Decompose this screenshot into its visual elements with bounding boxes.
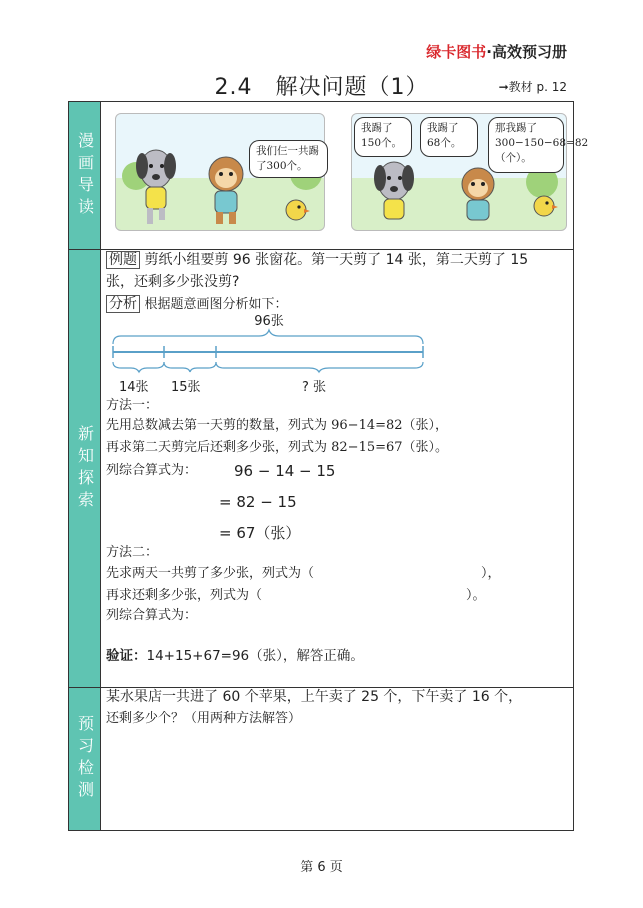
method1-title: 方法一： (106, 398, 159, 413)
method2-line-2: 再求还剩多少张，列式为（ (106, 588, 263, 603)
bar-diagram (109, 310, 429, 400)
section-label-check: 预习检测 (69, 688, 101, 830)
method2-title: 方法二： (106, 545, 159, 560)
speech-bubble: 我踢了68个。 (420, 117, 478, 157)
seg2-label: 15张 (171, 380, 201, 395)
comic-panel-2 (351, 113, 589, 231)
speech-bubble: 我们仨一共踢了300个。 (249, 140, 328, 178)
section-label-explore: 新知探索 (69, 250, 101, 687)
analysis-tag: 分析 (106, 295, 140, 313)
method1-line-1: 先用总数减去第一天剪的数量，列式为 96−14=82（张）， (106, 418, 449, 433)
analysis-line: 分析 根据题意画图分析如下： (106, 293, 287, 316)
method1-eq-1: 96 − 14 − 15 (234, 462, 336, 480)
textbook-ref: ➞教材 p. 12 (498, 80, 567, 94)
brand: 绿卡图书·高效预习册 (426, 43, 567, 61)
speech-bubble: 我踢了150个。 (354, 117, 412, 157)
speech-bubble: 那我踢了300−150−68=82（个）。 (488, 117, 564, 173)
comic-panel-1 (115, 113, 325, 231)
method1-eq-3: = 67（张） (219, 524, 301, 542)
example-tag: 例题 (106, 251, 140, 269)
check-line-2: 还剩多少个？（用两种方法解答） (106, 711, 302, 726)
section-label-comic: 漫画导读 (69, 102, 101, 249)
method2-line-1: 先求两天一共剪了多少张，列式为（ (106, 566, 315, 581)
verify-line: 验证：14+15+67=96（张），解答正确。 (106, 648, 364, 664)
method2-line-2-end: ）。 (466, 588, 486, 603)
seg3-label: ? 张 (302, 380, 327, 395)
method2-line-1-end: ）， (481, 566, 501, 581)
page-number: 第 6 页 (300, 860, 343, 875)
bar-diagram-graphic (109, 310, 429, 400)
example-line-1: 例题 剪纸小组要剪 96 张窗花。第一天剪了 14 张，第二天剪了 15 (106, 249, 528, 271)
method1-line-2: 再求第二天剪完后还剩多少张，列式为 82−15=67（张）。 (106, 440, 449, 455)
method2-combined-label: 列综合算式为： (106, 608, 198, 623)
check-line-1: 某水果店一共进了 60 个苹果，上午卖了 25 个，下午卖了 16 个， (106, 689, 523, 705)
method1-combined-label: 列综合算式为： (106, 463, 198, 478)
total-label: 96张 (254, 314, 284, 329)
page-title: 2.4 解决问题（1） (214, 75, 429, 100)
method1-eq-2: = 82 − 15 (219, 493, 297, 511)
seg1-label: 14张 (119, 380, 149, 395)
example-line-2: 张，还剩多少张没剪? (106, 274, 240, 290)
worksheet-frame (68, 101, 589, 831)
